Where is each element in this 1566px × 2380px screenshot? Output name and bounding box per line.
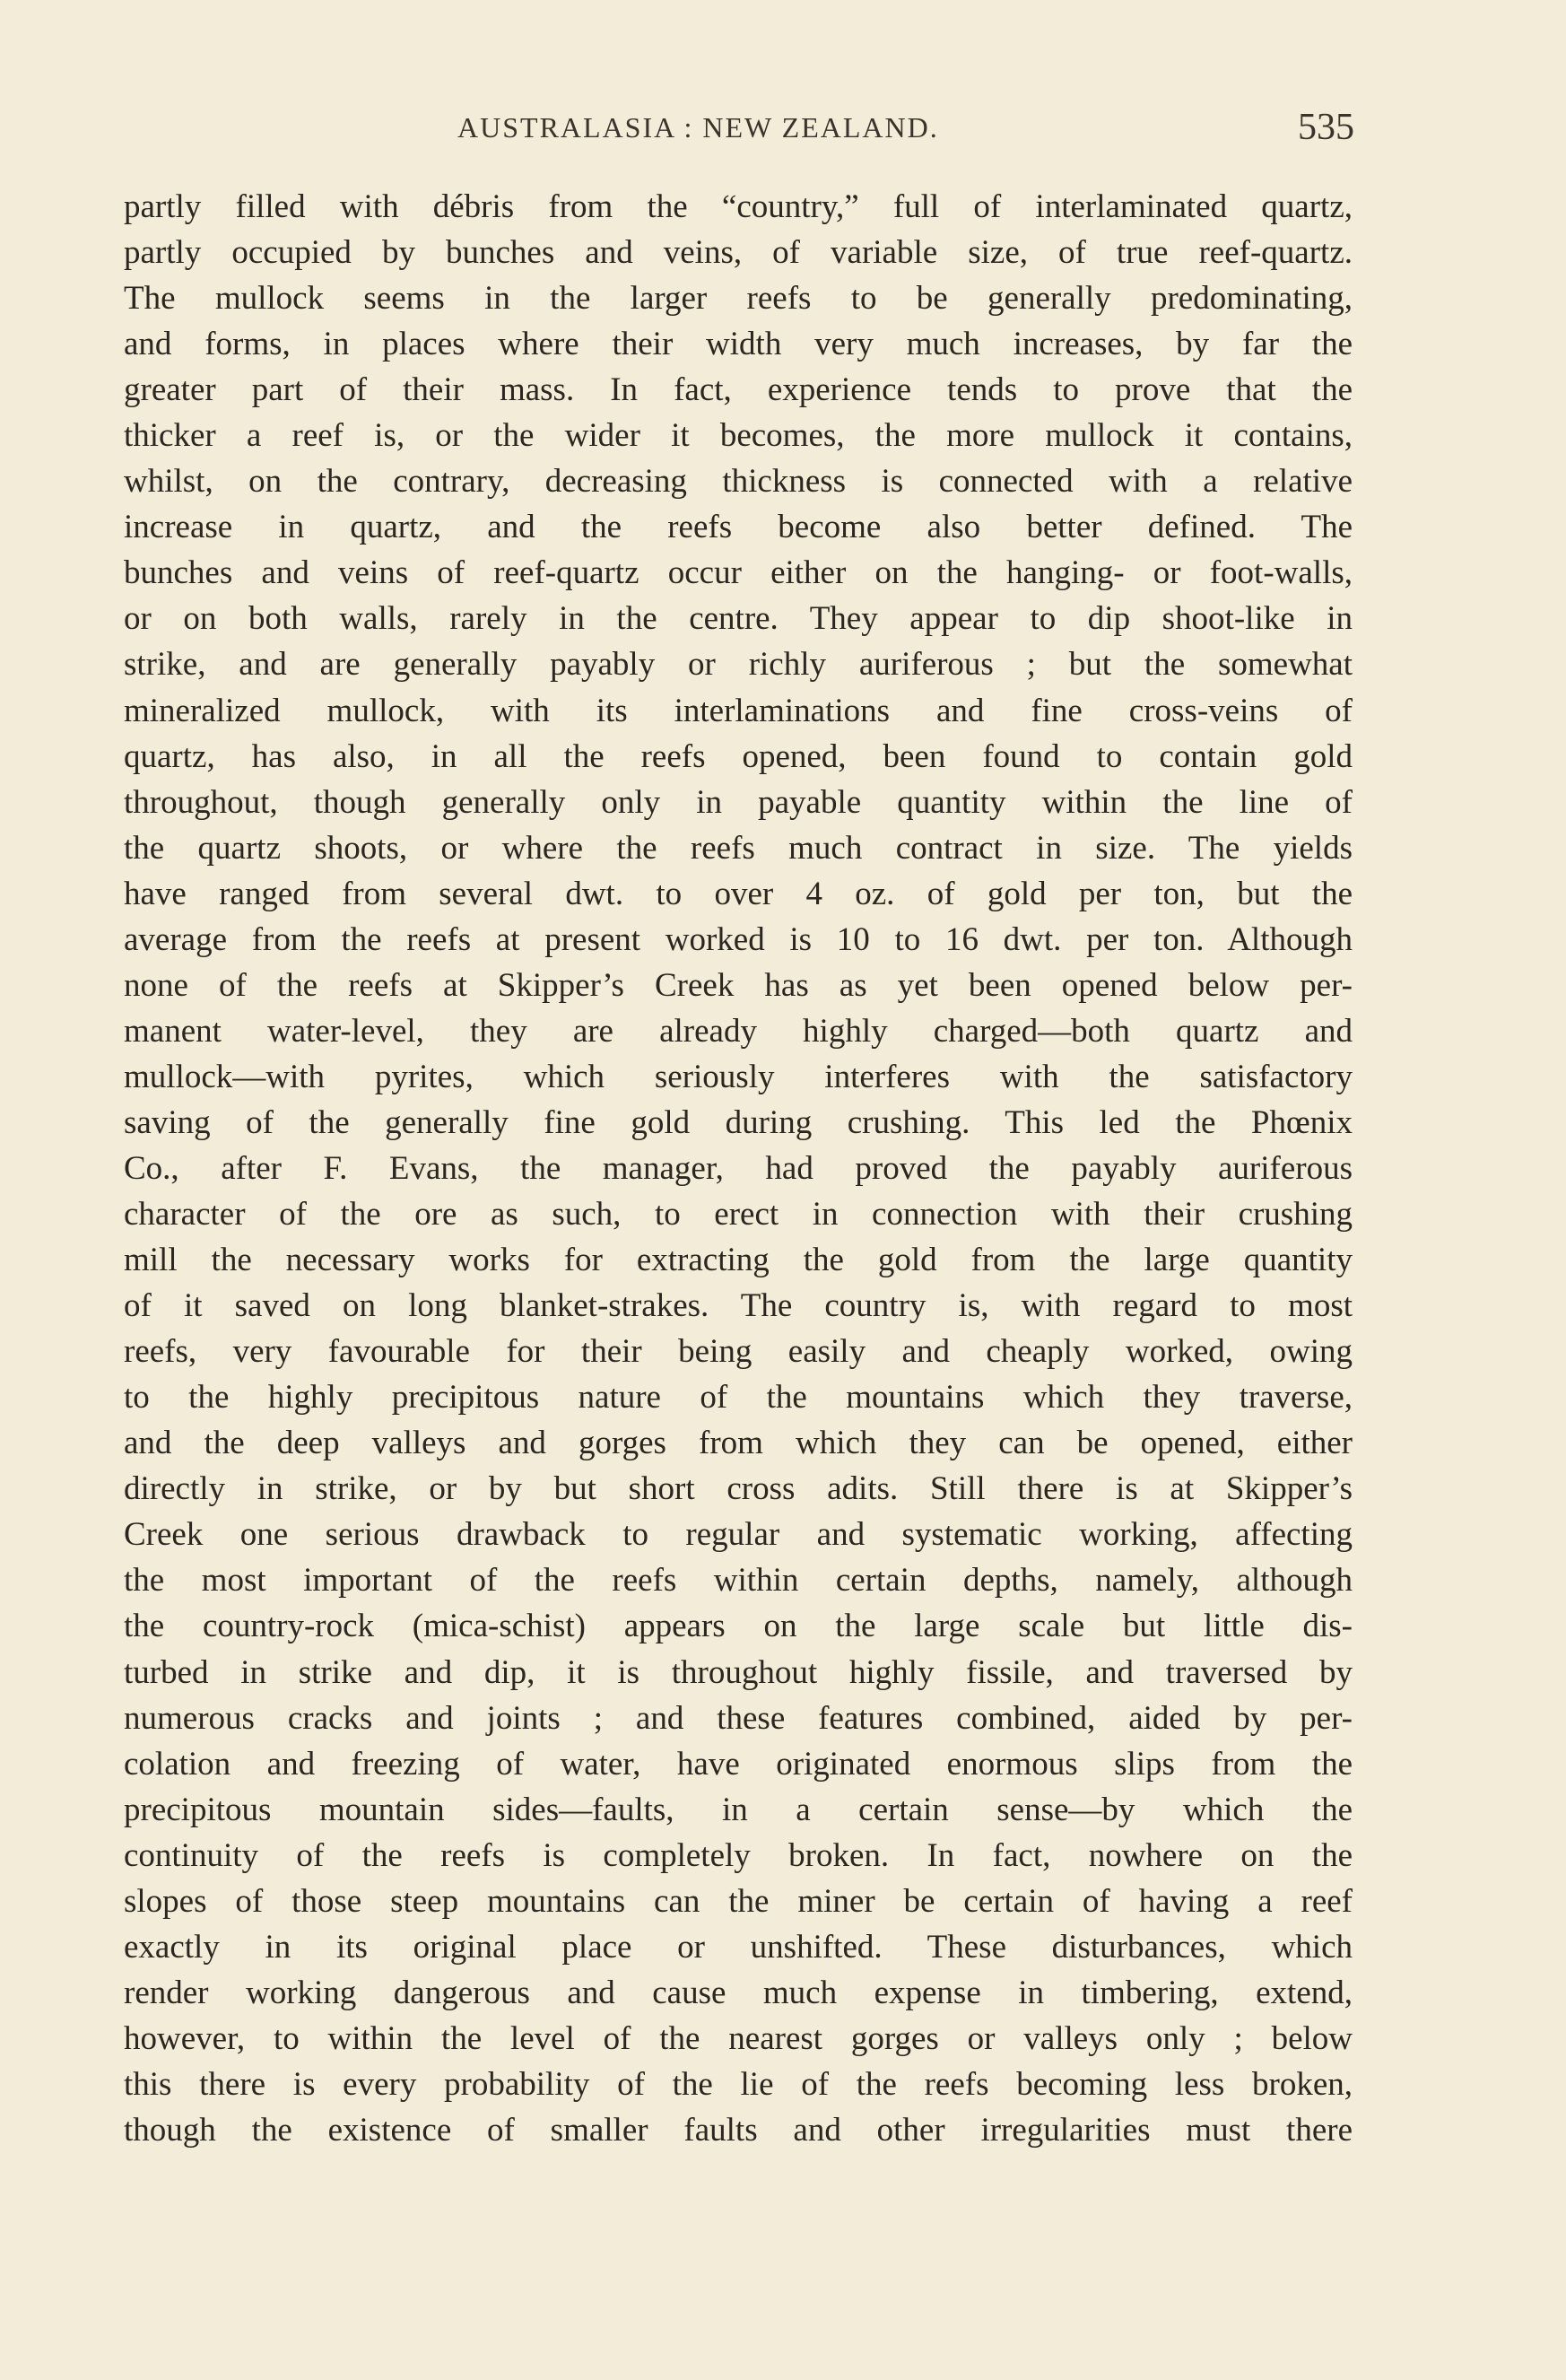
page-number: 535	[1298, 107, 1354, 148]
text-line: character of the ore as such, to erect in connection with their crushing	[124, 1196, 1353, 1234]
text-line: saving of the generally fine gold during crushing. This led the Phœnix	[124, 1103, 1353, 1141]
text-line: however, to within the level of the nearest gorges or valleys only ; below	[124, 2019, 1353, 2057]
text-line: whilst, on the contrary, decreasing thickness is connected with a relative	[124, 463, 1353, 501]
text-line: render working dangerous and cause much expense in timbering, extend,	[124, 1974, 1353, 2011]
text-line: have ranged from several dwt. to over 4 oz. of gold per ton, but the	[124, 875, 1353, 912]
text-line: strike, and are generally payably or richly auriferous ; but the somewhat	[124, 646, 1353, 684]
text-line: bunches and veins of reef-quartz occur either on the hanging- or foot-walls,	[124, 554, 1353, 592]
text-line: The mullock seems in the larger reefs to be generally predominating,	[124, 280, 1353, 318]
text-line: partly filled with débris from the “country,” full of interlaminated quartz,	[124, 188, 1353, 225]
text-line: though the existence of smaller faults and other irregularities must there	[124, 2111, 1353, 2149]
text-line: slopes of those steep mountains can the miner be certain of having a reef	[124, 1882, 1353, 1920]
text-line: increase in quartz, and the reefs become also better defined. The	[124, 509, 1353, 546]
running-title: AUSTRALASIA : NEW ZEALAND.	[457, 111, 939, 144]
text-line: the quartz shoots, or where the reefs much contract in size. The yields	[124, 829, 1353, 867]
text-line: directly in strike, or by but short cross adits. Still there is at Skipper’s	[124, 1470, 1353, 1508]
text-line: mill the necessary works for extracting the gold from the large quantity	[124, 1242, 1353, 1279]
text-line: reefs, very favourable for their being easily and cheaply worked, owing	[124, 1333, 1353, 1371]
text-line: Co., after F. Evans, the manager, had proved the payably auriferous	[124, 1149, 1353, 1187]
text-line: numerous cracks and joints ; and these features combined, aided by per-	[124, 1699, 1353, 1737]
text-line: the country-rock (mica-schist) appears on the large scale but little dis-	[124, 1608, 1353, 1645]
text-line: mineralized mullock, with its interlaminations and fine cross-veins of	[124, 692, 1353, 729]
text-line: precipitous mountain sides—faults, in a certain sense—by which the	[124, 1791, 1353, 1828]
text-line: average from the reefs at present worked is 10 to 16 dwt. per ton. Although	[124, 920, 1353, 958]
text-line: throughout, though generally only in payable quantity within the line of	[124, 783, 1353, 821]
text-line: turbed in strike and dip, it is throughout highly fissile, and traversed by	[124, 1653, 1353, 1691]
body-paragraph	[124, 184, 1353, 2153]
text-line: partly occupied by bunches and veins, of variable size, of true reef-quartz.	[124, 234, 1353, 272]
running-head	[126, 106, 1354, 160]
text-line: the most important of the reefs within certain depths, namely, although	[124, 1562, 1353, 1600]
text-line: to the highly precipitous nature of the mountains which they traverse,	[124, 1379, 1353, 1417]
text-line: and the deep valleys and gorges from which they can be opened, either	[124, 1425, 1353, 1462]
text-line: none of the reefs at Skipper’s Creek has as yet been opened below per-	[124, 966, 1353, 1004]
text-line: thicker a reef is, or the wider it becomes, the more mullock it contains,	[124, 417, 1353, 455]
text-line: or on both walls, rarely in the centre. They appear to dip shoot-like in	[124, 600, 1353, 638]
text-line: Creek one serious drawback to regular and systematic working, affecting	[124, 1516, 1353, 1554]
text-line: continuity of the reefs is completely broken. In fact, nowhere on the	[124, 1836, 1353, 1874]
text-line: quartz, has also, in all the reefs opened, been found to contain gold	[124, 737, 1353, 775]
text-line: mullock—with pyrites, which seriously interferes with the satisfactory	[124, 1058, 1353, 1095]
text-line: greater part of their mass. In fact, experience tends to prove that the	[124, 371, 1353, 409]
text-line: colation and freezing of water, have originated enormous slips from the	[124, 1745, 1353, 1783]
text-line: and forms, in places where their width very much increases, by far the	[124, 326, 1353, 363]
text-line: exactly in its original place or unshifted. These disturbances, which	[124, 1928, 1353, 1966]
text-line: this there is every probability of the lie of the reefs becoming less broken,	[124, 2065, 1353, 2103]
text-line: manent water-level, they are already highly charged—both quartz and	[124, 1012, 1353, 1050]
text-line: of it saved on long blanket-strakes. The country is, with regard to most	[124, 1287, 1353, 1325]
